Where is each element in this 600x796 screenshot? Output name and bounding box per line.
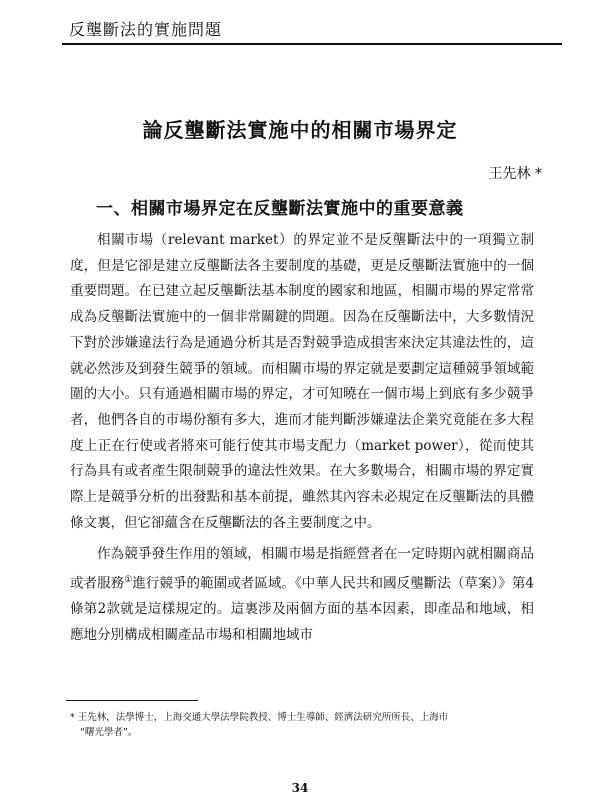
- header-rule: [62, 43, 562, 45]
- running-header: 反壟斷法的實施問題: [69, 20, 223, 39]
- footnote-rule: [66, 700, 198, 701]
- paragraph-2-text-before: 作為競爭發生作用的領域，相關市場是指經營者在一定時期內就相關商品或者服務: [70, 546, 534, 592]
- footnote-line-2: “曙光學者”。: [80, 727, 138, 738]
- paragraph-2-text-after: 進行競爭的範圍或者區域。《中華人民共和國反壟斷法（草案）》第4條第2款就是這樣規定的。這裏涉及兩個方面的基本因素，即產品和地域，相應地分別構成相關產品市場和相關地域市: [70, 575, 534, 644]
- section-heading: 一、相關市場界定在反壟斷法實施中的重要意義: [96, 199, 464, 219]
- footnote-reference: ①: [124, 575, 133, 586]
- paragraph-2: [70, 542, 534, 648]
- article-title: 論反壟斷法實施中的相關市場界定: [142, 118, 458, 142]
- footnote: [70, 710, 540, 740]
- article-body: [70, 228, 534, 655]
- page-number: 34: [291, 781, 309, 795]
- author-name: 王先林 *: [488, 166, 542, 182]
- paragraph-1: 相關市場（relevant market）的界定並不是反壟斷法中的一項獨立制度，但是它卻是建立反壟斷法各主要制度的基礎，更是反壟斷法實施中的一個重要問題。在已建立起反壟斷法基本制度的國家和地區，相關市場的界定常常成為反壟斷法實施中的一個非常關鍵的問題。因為在反壟斷法中，大多數情況下對於涉嫌違法行為是通過分析其是否對競爭造成損害來決定其違法性的，這就必然涉及到發生競爭的領域。而相關市場的界定就是要劃定這種競爭領域範圍的大小。只有通過相關市場的界定，才可知曉在一個市場上到底有多少競爭者，他們各自的市場份額有多大，進而才能判斷涉嫌違法企業究竟能在多大程度上正在行使或者將來可能行使其市場支配力（market power），從而使其行為具有或者產生限制競爭的違法性效果。在大多數場合，相關市場的界定實際上是競爭分析的出發點和基本前提，雖然其內容未必規定在反壟斷法的具體條文裏，但它卻蘊含在反壟斷法的各主要制度之中。: [70, 232, 534, 531]
- footnote-line-1: * 王先林，法學博士，上海交通大學法學院教授、博士生導師、經濟法研究所所長、上海市: [70, 712, 449, 723]
